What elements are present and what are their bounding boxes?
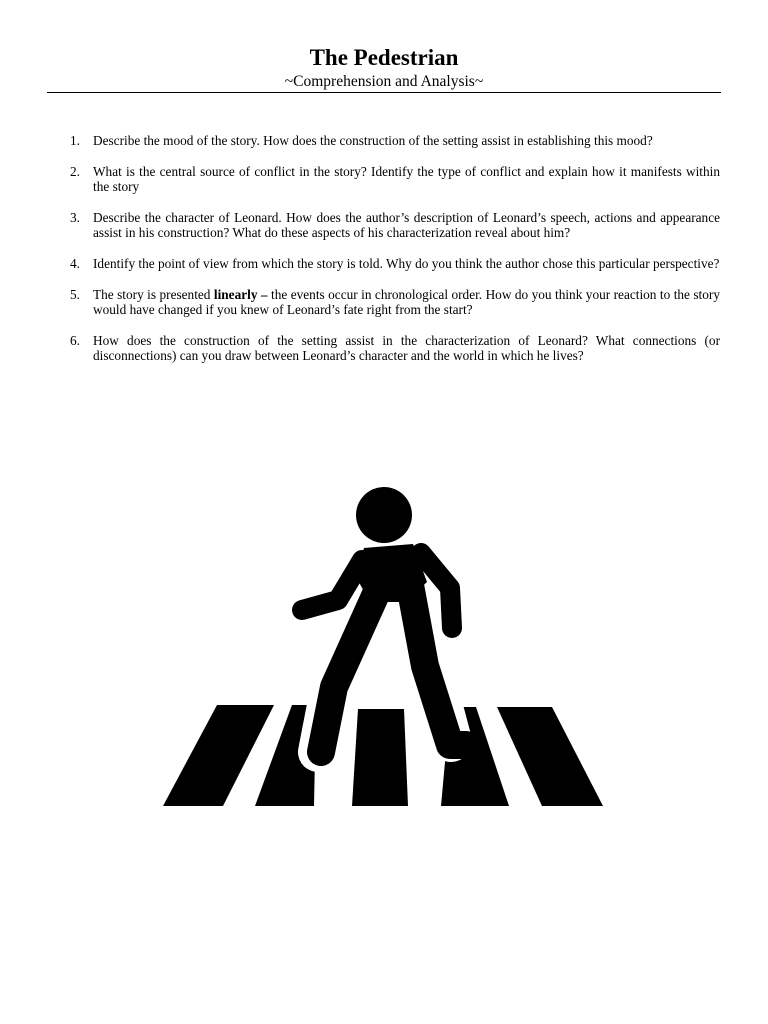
crosswalk-stripe: [352, 709, 408, 806]
document-header: [47, 44, 721, 91]
question-item: [70, 210, 720, 240]
document-subtitle: ~Comprehension and Analysis~: [284, 73, 484, 90]
question-text: Describe the character of Leonard. How does the author’s description of Leonard’s speech, actions and appearance assist in his construction? What do these aspects of his characterization reveal about him?: [93, 210, 720, 240]
question-item: [70, 333, 720, 363]
header-divider: [47, 92, 721, 93]
question-list: [70, 133, 720, 379]
question-number: 1.: [70, 133, 80, 148]
question-number: 5.: [70, 287, 80, 302]
question-number: 2.: [70, 164, 80, 179]
pedestrian-head: [356, 487, 412, 543]
question-item: [70, 256, 720, 271]
question-item: [70, 287, 720, 317]
pedestrian-crossing-icon: [160, 487, 610, 812]
question-number: 4.: [70, 256, 80, 271]
crosswalk-stripe: [497, 707, 603, 806]
question-text: What is the central source of conflict in the story? Identify the type of conflict and explain how it manifests within the story: [93, 164, 720, 194]
emphasis-linearly: linearly –: [213, 287, 268, 302]
question-text: Identify the point of view from which the story is told. Why do you think the author chose this particular perspective?: [93, 256, 720, 271]
question-item: [70, 164, 720, 194]
question-text: Describe the mood of the story. How does the construction of the setting assist in establishing this mood?: [93, 133, 653, 148]
document-title: The Pedestrian: [309, 45, 459, 70]
question-item: [70, 133, 720, 148]
question-number: 3.: [70, 210, 80, 225]
crosswalk-stripe: [163, 705, 274, 806]
question-text: How does the construction of the setting assist in the characterization of Leonard? What connections (or disconnections) can you draw between Leonard’s character and the world in which he lives?: [93, 333, 720, 363]
question-number: 6.: [70, 333, 80, 348]
question-text: The story is presented linearly – the events occur in chronological order. How do you think your reaction to the story would have changed if you knew of Leonard’s fate right from the start?: [93, 287, 720, 317]
